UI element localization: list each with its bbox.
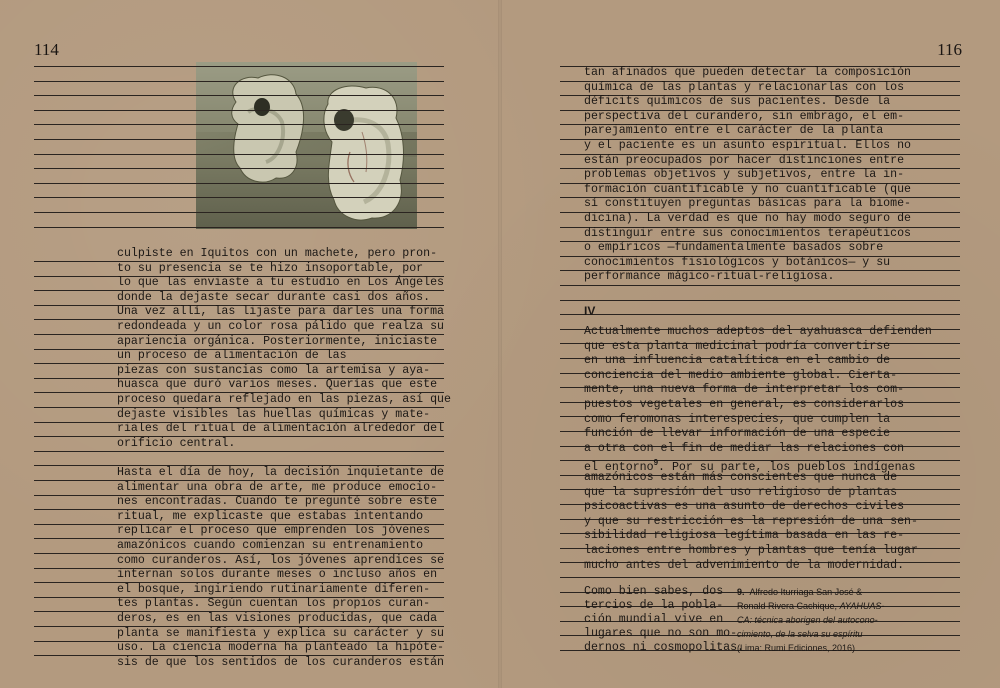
- text-line: deros, es en las visiones producidas, que cada: [117, 612, 438, 625]
- text-line: culpiste en Iquitos con un machete, pero pron-: [117, 247, 438, 260]
- text-line: nes encontradas. Cuando te pregunté sobre este: [117, 495, 438, 509]
- text-line: laciones entre hombres y plantas que tenía lugar: [584, 544, 918, 557]
- text-line: orificio central.: [117, 436, 236, 450]
- rule-line: [34, 154, 444, 155]
- text-line: replicar el proceso que emprenden los jóvenes: [117, 524, 431, 538]
- text-line: química de las plantas y relacionarlas con los: [584, 80, 905, 94]
- rule-line: [560, 577, 960, 578]
- book-gutter: [498, 0, 502, 688]
- text-line: amazónicos cuando comienzan su entrenamiento: [117, 539, 424, 552]
- rule-line: [34, 183, 444, 184]
- text-line: ción mundial vive en: [584, 613, 724, 626]
- rule-line: [560, 300, 960, 301]
- text-line: como curanderos. Así, los jóvenes aprendices se: [117, 553, 444, 567]
- text-line: como feromonas interespecies, que cumplen la: [584, 412, 891, 426]
- text-line: problemas objetivos y subjetivos, entre la in-: [584, 168, 905, 182]
- text-line: planta se manifiesta y explica su carácter y su: [117, 626, 444, 640]
- text-line: performance mágico-ritual-religiosa.: [584, 270, 835, 284]
- text-line: huasca que duró varios meses. Querías que este: [117, 378, 438, 392]
- rule-line: [34, 66, 444, 67]
- text-line: mente, una nueva forma de interpretar los com-: [584, 383, 905, 397]
- rule-line: [34, 95, 444, 96]
- text-line: en una influencia catalítica en el cambio de: [584, 354, 891, 368]
- text-line: psicoactivas es una asunto de derechos civiles: [584, 500, 905, 514]
- text-line: tes plantas. Según cuentan los propios curan-: [117, 597, 431, 611]
- text-line: amazónicos están más conscientes que nunca de: [584, 471, 898, 484]
- rule-line: [34, 227, 444, 228]
- rule-line: [34, 451, 444, 452]
- text-line: alimentar una obra de arte, me produce emocio-: [117, 480, 438, 494]
- footnote-line-3: CA: técnica aborigen del autocono-: [737, 615, 878, 625]
- rule-line: [34, 197, 444, 198]
- footnote-line-5: (Lima: Rumi Ediciones, 2016): [737, 643, 856, 653]
- text-line: distinguir entre sus conocimientos terapéuticos: [584, 226, 911, 240]
- text-line: función de llevar información de una especie: [584, 427, 891, 441]
- footnote-number: 9.: [737, 587, 745, 597]
- text-line: sis de que los sentidos de los curanderos están: [117, 655, 444, 669]
- footnote-line-2: Ronald Rivera Cachique, AYAHUAS-: [737, 601, 885, 611]
- page-number-left: 114: [34, 40, 59, 59]
- rule-line: [34, 212, 444, 213]
- text-line: puestos vegetales en general, es considerarlos: [584, 398, 905, 411]
- rule-line: [560, 314, 960, 315]
- text-line: o empíricos —fundamentalmente basados sobre: [584, 241, 884, 255]
- text-line: to su presencia se te hizo insoportable, por: [117, 261, 424, 275]
- rule-line: [34, 139, 444, 140]
- text-line: ritual, me explicaste que estabas intentando: [117, 509, 424, 523]
- sculptures-illustration: [196, 62, 417, 229]
- rule-line: [34, 110, 444, 111]
- text-line: y el paciente es un asunto espiritual. Ellos no: [584, 139, 911, 152]
- text-line: uso. La ciencia moderna ha planteado la hipóte-: [117, 641, 444, 655]
- text-line: tan afinados que pueden detectar la composición: [584, 66, 911, 79]
- text-line: conciencia del medio ambiente global. Cierta-: [584, 368, 898, 382]
- text-line: piezas con sustancias como la artemisa y aya-: [117, 363, 431, 377]
- text-line: dejaste visibles las huellas químicas y mate-: [117, 407, 431, 421]
- text-line: perspectiva del curandero, sin embrago, el em-: [584, 109, 905, 123]
- text-line: el bosque, ingiriendo rutinariamente diferen-: [117, 582, 431, 596]
- text-line: déficits químicos de sus pacientes. Desde la: [584, 95, 891, 109]
- text-line: sí constituyen preguntas básicas para la biome-: [584, 197, 911, 211]
- sculpture-photo: [196, 62, 417, 229]
- rule-line: [34, 168, 444, 169]
- section-heading: IV: [584, 304, 596, 318]
- footnote-reference-line: el entorno$^9$. Por su parte, los pueblos indígenas: [584, 458, 916, 475]
- text-line: apariencia orgánica. Posteriormente, iniciaste: [117, 334, 438, 348]
- text-line: Una vez allí, las lijaste para darles una forma: [117, 305, 444, 319]
- text-line: redondeada y un color rosa pálido que realza su: [117, 320, 444, 333]
- text-line: internan solos durante meses o incluso años en: [117, 568, 438, 582]
- text-line: Hasta el día de hoy, la decisión inquietante de: [117, 466, 444, 479]
- text-line: lugares que no son mo-: [584, 627, 738, 640]
- text-line: dicina). La verdad es que no hay modo seguro de: [584, 212, 911, 225]
- footnote-line-4: cimiento, de la selva su espíritu: [737, 629, 863, 639]
- text-line: están preocupados por hacer distinciones entre: [584, 153, 905, 167]
- text-line: un proceso de alimentación de las: [117, 349, 347, 363]
- text-line: sibilidad religiosa legítima basada en las re-: [584, 529, 905, 543]
- text-line: donde la dejaste secar durante casi dos años.: [117, 290, 431, 304]
- text-line: y que su restricción es la represión de una sen-: [584, 514, 918, 528]
- text-line: a otra con el fin de mediar las relaciones con: [584, 441, 905, 455]
- text-line: lo que las enviaste a tu estudio en Los Ángeles: [117, 276, 444, 290]
- text-line: Actualmente muchos adeptos del ayahuasca defienden: [584, 325, 932, 338]
- text-line: tercios de la pobla-: [584, 599, 724, 612]
- footnote-line-1: 9. Alfredo Iturriaga San José &: [737, 587, 863, 597]
- text-line: conocimientos fisiológicos y botánicos— y su: [584, 255, 891, 269]
- text-line: riales del ritual de alimentación alrededor del: [117, 422, 444, 436]
- rule-line: [560, 285, 960, 286]
- page-number-right: 116: [937, 40, 962, 59]
- text-line: formación cuantificable y no cuantificable (que: [584, 182, 911, 196]
- text-line: dernos ni cosmopolitas.: [584, 641, 745, 654]
- text-line: parejamiento entre el carácter de la planta: [584, 124, 884, 138]
- text-line: que la supresión del uso religioso de plantas: [584, 485, 898, 499]
- footnote-reference: 9: [653, 458, 659, 468]
- text-line: Como bien sabes, dos: [584, 585, 724, 598]
- text-line: que esta planta medicinal podría convertirse: [584, 339, 891, 353]
- text-line: proceso quedara reflejado en las piezas, así que: [117, 393, 451, 406]
- text-line: mucho antes del advenimiento de la modernidad.: [584, 558, 905, 572]
- rule-line: [34, 124, 444, 125]
- rule-line: [34, 81, 444, 82]
